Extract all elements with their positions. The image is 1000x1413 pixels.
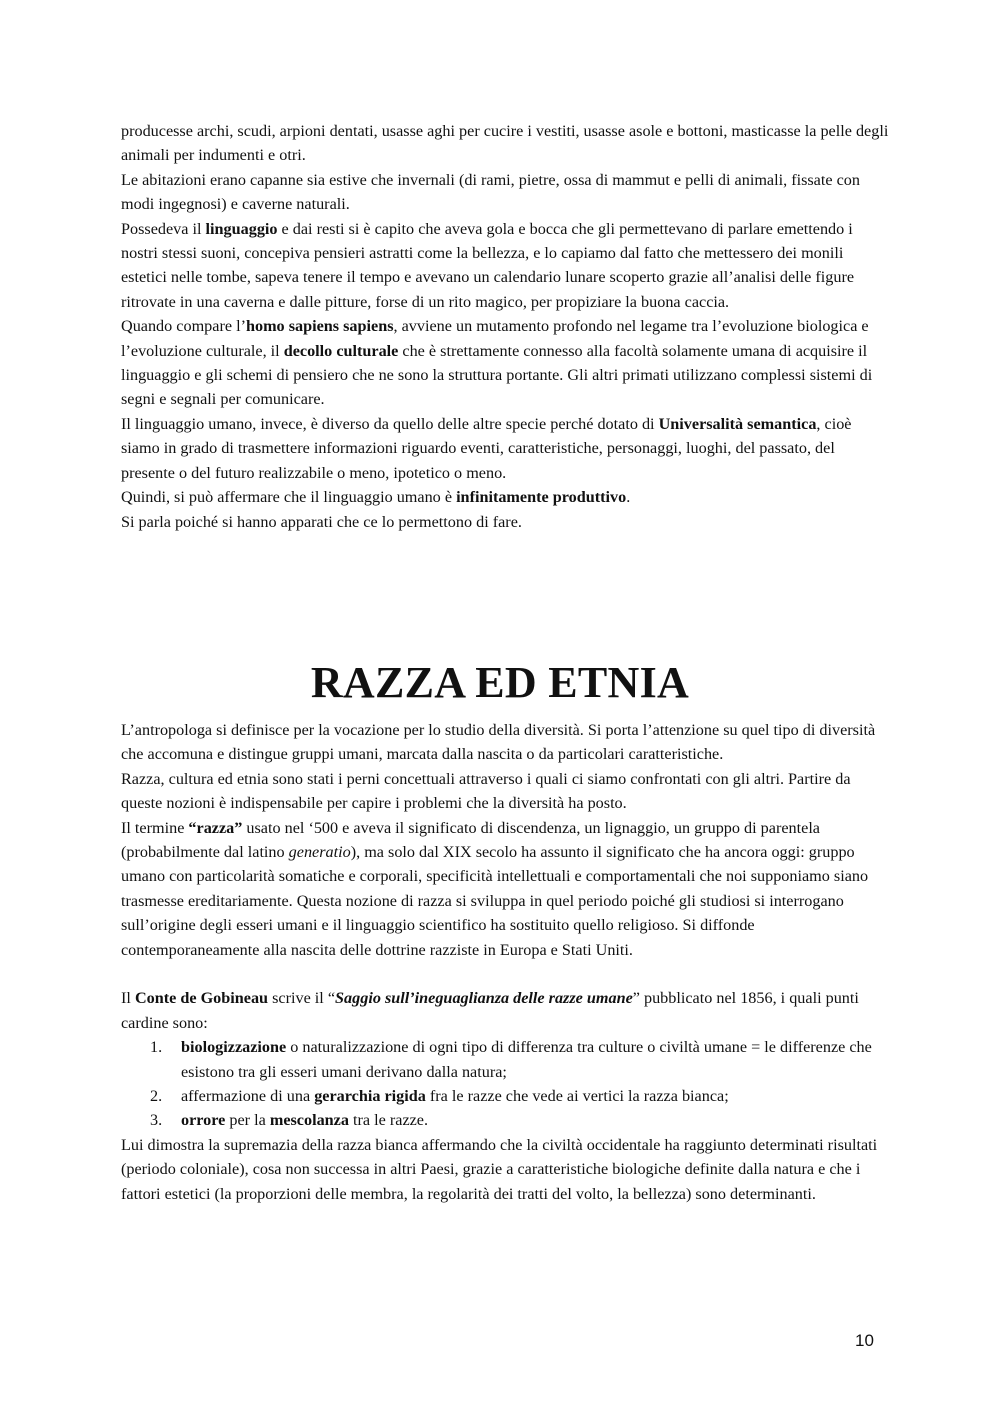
- bold-term: mescolanza: [269, 1111, 349, 1130]
- bold-term: Universalità semantica: [658, 414, 817, 433]
- list-number: 3.: [150, 1111, 163, 1130]
- text-run: , cioè siamo in grado di trasmettere informazioni riguardo eventi, caratteristiche, personaggi, luoghi, del passato, del presente o del futuro realizzabile o meno, ipotetico o meno.: [121, 414, 852, 482]
- text-run: Quando compare l’: [121, 317, 246, 336]
- page-number: 10: [855, 1331, 874, 1350]
- text-run: , avviene un mutamento profondo nel legame tra l’evoluzione biologica e l’evoluzione culturale, il: [121, 317, 869, 360]
- book-title: [335, 989, 633, 1007]
- paragraph: Razza, cultura ed etnia sono stati i perni concettuali attraverso i quali ci siamo confrontati con gli altri. Partire da queste nozioni è indispensabile per capire i problemi che la diversità ha posto.: [121, 769, 851, 813]
- paragraph: [121, 816, 891, 962]
- paragraph: Le abitazioni erano capanne sia estive che invernali (di rami, pietre, ossa di mammut e pelli di animali, fissate con modi ingegnosi) e caverne naturali.: [121, 170, 860, 214]
- text-run: ), ma solo dal XIX secolo ha assunto il significato che ha ancora oggi: gruppo umano con particolarità somatiche e corporali, specificità intellettuali e comportamentali che noi supponiamo siano trasmesse ereditariamente. Questa nozione di razza si sviluppa in quel periodo poiché gli studiosi si interrogano sull’origine degli esseri umani e il linguaggio scientifico ha sostituito quello religioso. Si diffonde contemporaneamente alla nascita delle dottrine razziste in Europa e Stati Uniti.: [121, 843, 869, 959]
- list-item: [121, 1084, 891, 1108]
- bold-term: linguaggio: [205, 219, 278, 238]
- italic-term: generatio: [288, 843, 351, 862]
- book-title-italic: Saggio sull’ineguaglianza delle razze umane: [335, 989, 633, 1008]
- text-run: fra le razze che vede ai vertici la razza bianca;: [425, 1087, 729, 1106]
- paragraph: L’antropologa si definisce per la vocazione per lo studio della diversità. Si porta l’attenzione su quel tipo di diversità che accomuna e distingue gruppi umani, marcata dalla nascita o da particolari caratteristiche.: [121, 721, 876, 764]
- paragraph: producesse archi, scudi, arpioni dentati, usasse aghi per cucire i vestiti, usasse asole e bottoni, masticasse la pelle degli animali per indumenti e otri.: [121, 122, 889, 165]
- paragraph: [121, 314, 891, 412]
- text-run: Quindi, si può affermare che il linguaggio umano è: [121, 488, 457, 507]
- text-run: Possedeva il: [121, 219, 206, 238]
- bold-term: homo sapiens sapiens: [245, 317, 394, 336]
- bold-term: biologizzazione: [181, 1038, 287, 1057]
- text-run: che è strettamente connesso alla facoltà solamente umana di acquisire il linguaggio e gli schemi di pensiero che ne sono la struttura portante. Gli altri primati utilizzano complessi sistemi di segni e segnali per comunicare.: [121, 341, 873, 409]
- bold-term: “razza”: [188, 818, 243, 837]
- text-run: ” pubblicato nel 1856, i quali punti cardine sono:: [121, 989, 859, 1032]
- section-2-text: [121, 718, 891, 1206]
- paragraph: [121, 485, 891, 509]
- text-run: Il: [121, 989, 135, 1008]
- text-run: usato nel ‘500 e aveva il significato di discendenza, un lignaggio, un gruppo di parentela (probabilmente dal latino: [121, 818, 820, 862]
- numbered-list: [121, 1035, 891, 1133]
- bold-term: gerarchia rigida: [314, 1087, 426, 1106]
- bold-term: Conte de Gobineau: [134, 989, 269, 1008]
- list-item: [121, 1035, 891, 1084]
- text-run: Il termine: [121, 818, 189, 837]
- text-run: tra le razze.: [348, 1111, 429, 1130]
- text-run: .: [626, 488, 631, 507]
- list-number: 2.: [150, 1087, 163, 1106]
- text-run: Il linguaggio umano, invece, è diverso da quello delle altre specie perché dotato di: [121, 414, 659, 433]
- list-number: 1.: [150, 1038, 163, 1057]
- bold-term: infinitamente produttivo: [456, 488, 627, 507]
- paragraph: [121, 412, 891, 485]
- text-run: affermazione di una: [181, 1087, 315, 1106]
- paragraph: [121, 986, 891, 1035]
- paragraph: Lui dimostra la supremazia della razza bianca affermando che la civiltà occidentale ha raggiunto determinati risultati (periodo coloniale), cosa non successa in altri Paesi, grazie a caratteristiche biologiche definite dalla natura e che i fattori estetici (la proporzioni delle membra, la regolarità dei tratti del volto, la bellezza) sono determinanti.: [121, 1135, 878, 1203]
- section-1-text: [121, 119, 891, 534]
- blank-line: [121, 962, 891, 986]
- text-run: scrive il “: [268, 989, 336, 1008]
- section-heading: RAZZA ED ETNIA: [310, 658, 690, 707]
- bold-term: orrore: [181, 1111, 226, 1130]
- bold-term: decollo culturale: [283, 341, 399, 360]
- text-run: per la: [225, 1111, 270, 1130]
- list-item: [121, 1108, 891, 1132]
- paragraph: [121, 217, 891, 315]
- text-run: e dai resti si è capito che aveva gola e bocca che gli permettevano di parlare emettendo i nostri stessi suoni, concepiva pensieri astratti come la bellezza, e lo capiamo dal fatto che mettessero dei monili estetici nelle tombe, sapeva tenere il tempo e avevano un calendario lunare scoperto grazie all’analisi delle figure ritrovate in una caverna e dalle pitture, forse di un rito magico, per propiziare la buona caccia.: [121, 219, 855, 311]
- text-run: o naturalizzazione di ogni tipo di differenza tra culture o civiltà umane = le differenze che esistono tra gli esseri umani derivano dalla natura;: [181, 1038, 872, 1081]
- paragraph: Si parla poiché si hanno apparati che ce lo permettono di fare.: [121, 512, 522, 531]
